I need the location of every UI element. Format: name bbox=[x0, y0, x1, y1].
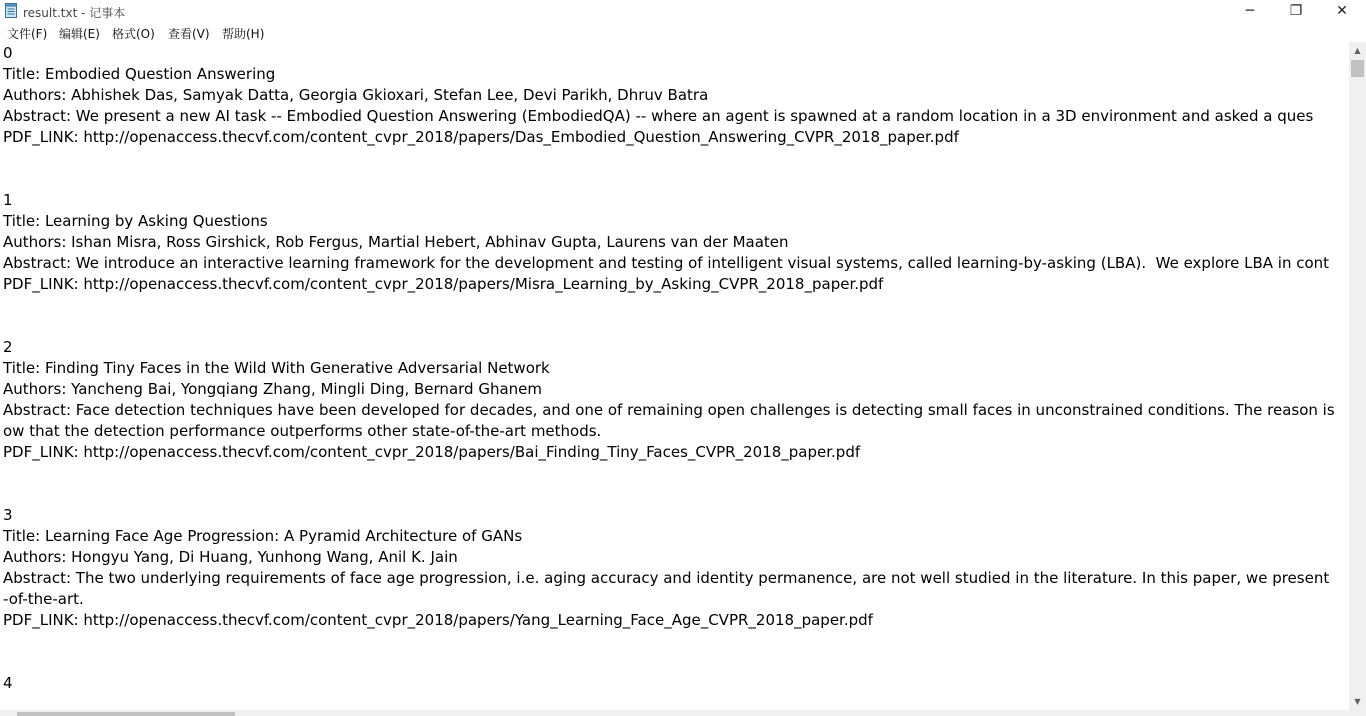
text-line: PDF_LINK: http://openaccess.thecvf.com/content_cvpr_2018/papers/Yang_Learning_Face_Age_CVPR_2018_paper.pdf bbox=[3, 611, 873, 629]
text-line: PDF_LINK: http://openaccess.thecvf.com/content_cvpr_2018/papers/Misra_Learning_by_Asking_CVPR_2018_paper.pdf bbox=[3, 275, 884, 293]
text-editor[interactable] bbox=[0, 42, 1349, 710]
text-line: Authors: Yancheng Bai, Yongqiang Zhang, Mingli Ding, Bernard Ghanem bbox=[3, 380, 542, 398]
text-line: PDF_LINK: http://openaccess.thecvf.com/content_cvpr_2018/papers/Das_Embodied_Question_Answering_CVPR_2018_paper.pdf bbox=[3, 128, 959, 146]
text-line: PDF_LINK: http://openaccess.thecvf.com/content_cvpr_2018/papers/Bai_Finding_Tiny_Faces_CVPR_2018_paper.pdf bbox=[3, 443, 861, 461]
title-bar[interactable] bbox=[0, 0, 1366, 22]
text-line: Authors: Abhishek Das, Samyak Datta, Georgia Gkioxari, Stefan Lee, Devi Parikh, Dhruv Batra bbox=[3, 86, 709, 104]
vertical-scrollbar[interactable] bbox=[1349, 42, 1366, 710]
text-line: -of-the-art. bbox=[3, 590, 84, 608]
horizontal-scroll-thumb[interactable] bbox=[17, 712, 235, 716]
restore-button[interactable]: ❐ bbox=[1289, 3, 1303, 19]
text-line: ow that the detection performance outperforms other state-of-the-art methods. bbox=[3, 422, 602, 440]
scroll-up-icon[interactable]: ▲ bbox=[1354, 46, 1361, 55]
text-line: 2 bbox=[3, 338, 13, 356]
text-line: Abstract: The two underlying requirements of face age progression, i.e. aging accuracy and identity permanence, are not well studied in the literature. In this paper, we present bbox=[3, 569, 1330, 587]
text-line: Abstract: We present a new AI task -- Embodied Question Answering (EmbodiedQA) -- where an agent is spawned at a random location in a 3D environment and asked a ques bbox=[3, 107, 1314, 125]
notepad-icon bbox=[5, 3, 17, 18]
text-line: Title: Finding Tiny Faces in the Wild With Generative Adversarial Network bbox=[3, 359, 550, 377]
menu-file[interactable]: 文件(F) bbox=[7, 27, 48, 41]
vertical-scroll-thumb[interactable] bbox=[1351, 60, 1364, 77]
text-line: Title: Learning Face Age Progression: A Pyramid Architecture of GANs bbox=[3, 527, 523, 545]
text-line: Authors: Ishan Misra, Ross Girshick, Rob Fergus, Martial Hebert, Abhinav Gupta, Laurens van der Maaten bbox=[3, 233, 789, 251]
menu-help[interactable]: 帮助(H) bbox=[222, 27, 265, 41]
menu-view[interactable]: 查看(V) bbox=[168, 27, 210, 41]
scroll-down-icon[interactable]: ▼ bbox=[1354, 697, 1361, 706]
text-line: 4 bbox=[3, 674, 13, 692]
text-line: Title: Embodied Question Answering bbox=[3, 65, 276, 83]
scrollbar-corner bbox=[1349, 710, 1366, 716]
window-title: result.txt - 记事本 bbox=[23, 6, 126, 20]
horizontal-scrollbar[interactable] bbox=[0, 710, 1349, 716]
text-line: 0 bbox=[3, 44, 13, 62]
text-line: Title: Learning by Asking Questions bbox=[3, 212, 268, 230]
close-button[interactable]: ✕ bbox=[1336, 3, 1348, 19]
text-line: 1 bbox=[3, 191, 13, 209]
menu-edit[interactable]: 编辑(E) bbox=[59, 27, 100, 41]
text-line: Authors: Hongyu Yang, Di Huang, Yunhong Wang, Anil K. Jain bbox=[3, 548, 458, 566]
menu-bar bbox=[0, 22, 1366, 42]
text-line: 3 bbox=[3, 506, 13, 524]
menu-format[interactable]: 格式(O) bbox=[112, 27, 155, 41]
text-line: Abstract: We introduce an interactive learning framework for the development and testing of intelligent visual systems, called learning-by-asking (LBA). We explore LBA in cont bbox=[3, 254, 1330, 272]
text-line: Abstract: Face detection techniques have been developed for decades, and one of remaining open challenges is detecting small faces in unconstrained conditions. The reason is bbox=[3, 401, 1335, 419]
minimize-button[interactable]: ─ bbox=[1245, 3, 1255, 19]
